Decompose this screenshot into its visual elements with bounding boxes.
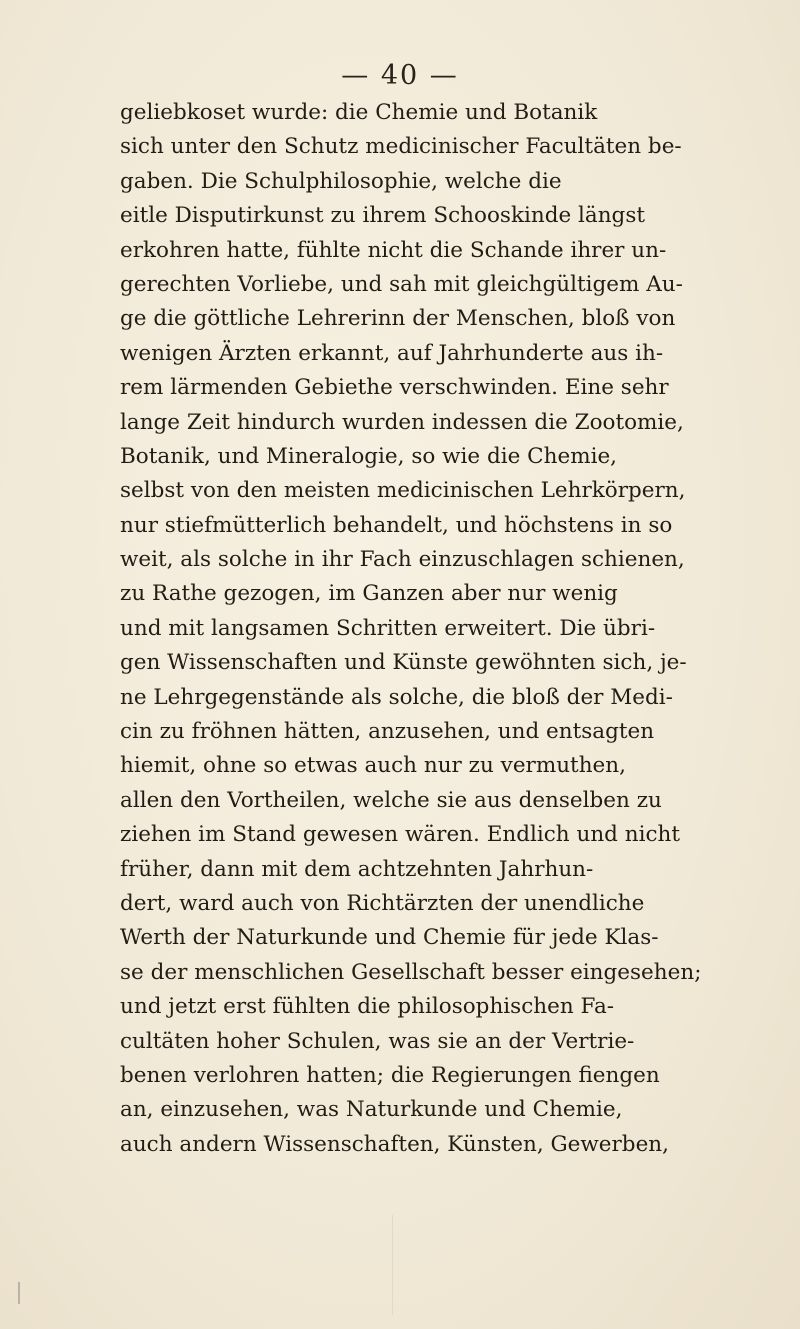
text-line: cin zu fröhnen hätten, anzusehen, und entsagten [120,719,655,745]
text-line: erkohren hatte, fühlte nicht die Schande ihrer un- [120,237,667,263]
text-line: ge die göttliche Lehrerinn der Menschen, bloß von [120,306,676,332]
text-line: nur stiefmütterlich behandelt, und höchstens in so [120,512,673,538]
text-line: früher, dann mit dem achtzehnten Jahrhun- [120,856,594,882]
text-line: dert, ward auch von Richtärzten der unendliche [120,890,645,916]
text-line: Werth der Naturkunde und Chemie für jede Klas- [120,925,659,951]
text-line: wenigen Ärzten erkannt, auf Jahrhunderte aus ih- [120,340,664,366]
text-line: eitle Disputirkunst zu ihrem Schooskinde längst [120,203,645,229]
text-line: benen verlohren hatten; die Regierungen fiengen [120,1062,660,1088]
text-line: ne Lehrgegenstände als solche, die bloß der Medi- [120,684,673,710]
page-fold-shadow [392,1215,393,1315]
text-line: rem lärmenden Gebiethe verschwinden. Eine sehr [120,375,669,401]
text-line: cultäten hoher Schulen, was sie an der Vertrie- [120,1028,635,1054]
text-line: ziehen im Stand gewesen wären. Endlich und nicht [120,822,681,848]
text-line: Botanik, und Mineralogie, so wie die Chemie, [120,443,618,469]
text-line: und jetzt erst fühlten die philosophischen Fa- [120,994,615,1020]
text-line: gaben. Die Schulphilosophie, welche die [120,168,562,194]
page-number: — 40 — [341,60,459,91]
text-line: an, einzusehen, was Naturkunde und Chemie, [120,1097,623,1123]
text-line: allen den Vortheilen, welche sie aus denselben zu [120,787,662,813]
body-text [120,96,740,1162]
text-line: auch andern Wissenschaften, Künsten, Gewerben, [120,1131,669,1157]
text-line: weit, als solche in ihr Fach einzuschlagen schienen, [120,547,685,573]
text-line: lange Zeit hindurch wurden indessen die Zootomie, [120,409,684,435]
text-line: zu Rathe gezogen, im Ganzen aber nur wenig [120,581,618,607]
text-line: sich unter den Schutz medicinischer Facultäten be- [120,134,682,160]
margin-mark [18,1282,20,1304]
text-line: gerechten Vorliebe, und sah mit gleichgültigem Au- [120,271,683,297]
text-line: gen Wissenschaften und Künste gewöhnten sich, je- [120,650,687,676]
text-line: und mit langsamen Schritten erweitert. Die übri- [120,615,656,641]
text-line: hiemit, ohne so etwas auch nur zu vermuthen, [120,753,626,779]
text-line: geliebkoset wurde: die Chemie und Botanik [120,100,598,125]
text-line: se der menschlichen Gesellschaft besser eingesehen; [120,959,702,985]
text-line: selbst von den meisten medicinischen Lehrkörpern, [120,478,686,504]
